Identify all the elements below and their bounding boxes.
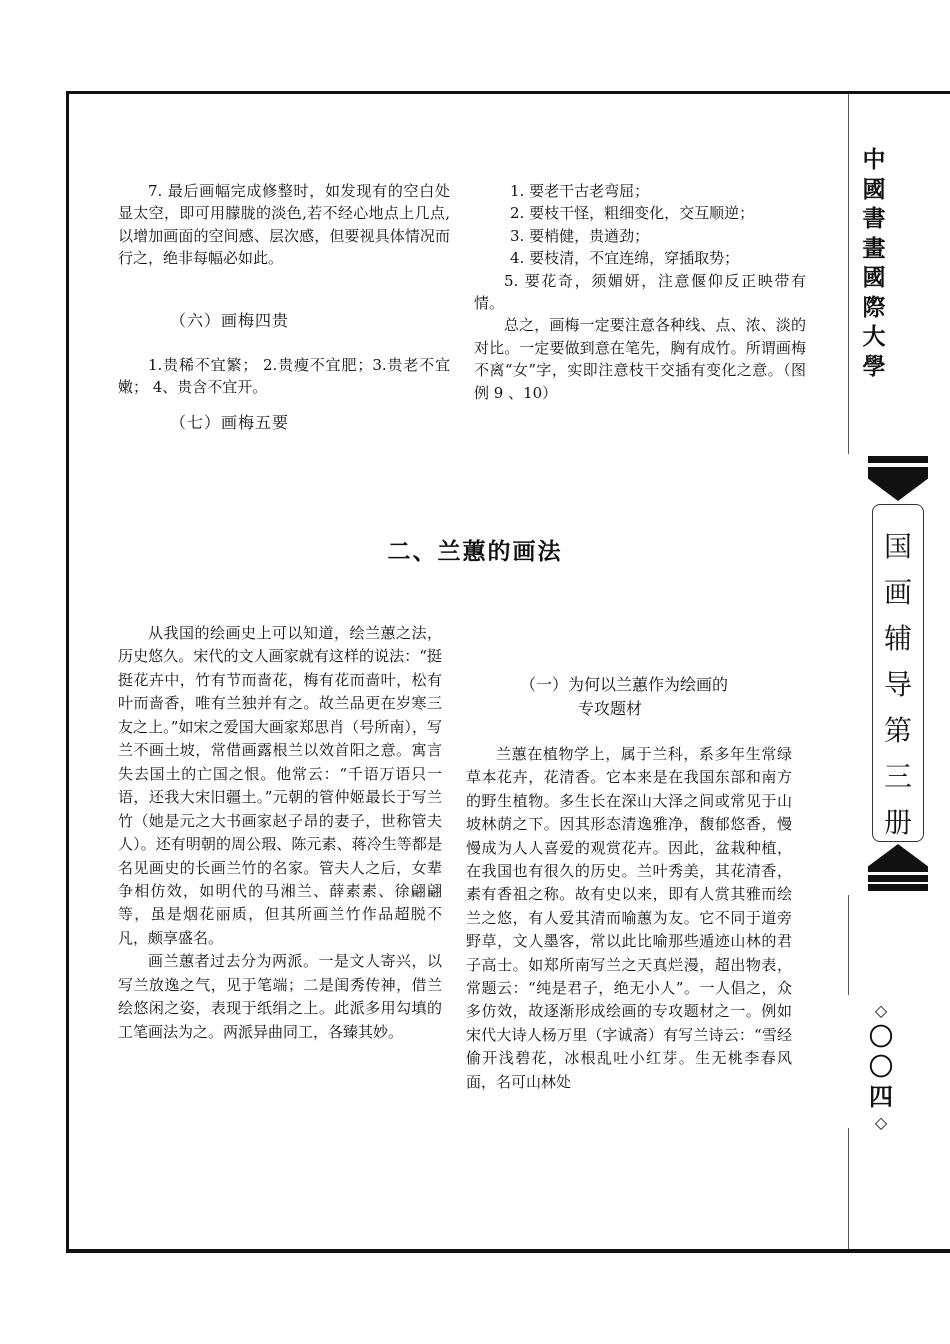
paragraph-finishing: 7. 最后画幅完成修整时，如发现有的空白处显太空，即可用朦胧的淡色,若不经心地点上几点,以增加画面的空间感、层次感，但要视具体情况而行之，绝非每幅必如此。 [118,182,450,268]
col2-essentials-list [474,180,806,404]
book-title-char: 导 [883,668,912,701]
book-title-char: 第 [883,714,912,747]
heading-plum-five-essentials: （七）画梅五要 [170,413,290,432]
paragraph-summary: 总之，画梅一定要注意各种线、点、浓、淡的对比。一定要做到意在笔先，胸有成竹。所谓画梅不离“女”字，实即注意枝干交插有变化之意。（图例 9 、10） [474,316,806,402]
book-title-vertical [868,524,928,846]
paragraph-four-virtues: 1.贵稀不宜繁； 2.贵瘦不宜肥；3.贵老不宜嫩； 4、贵含不宜开。 [118,356,450,397]
ornament-chevron [868,844,928,872]
paragraph-history: 从我国的绘画史上可以知道，绘兰蕙之法，历史悠久。宋代的文人画家就有这样的说法：“挺挺花卉中，竹有节而啬花，梅有花而啬叶，松有叶而啬香，唯有兰独并有之。故兰品更在岁寒三友之上。”如宋之爱国大画家郑思肖（号所南），写兰不画土坡，常借画露根兰以效首阳之意。寓言失去国土的亡国之恨。他常云：“千语万语只一语，还我大宋旧疆土。”元朝的管仲姬最长于写兰竹（她是元之大书画家赵子昂的妻子，世称管夫人）。还有明朝的周公瑕、陈元素、蒋冷生等都是名见画史的长画兰竹的名家。管夫人之后，女辈争相仿效，如明代的马湘兰、薛素素、徐翩翩等，虽是烟花丽质，但其所画兰竹作品超脱不凡，颇享盛名。 [118,624,442,947]
school-char: 國 [862,265,886,291]
frame-left-border [66,91,69,1253]
book-title-char: 辅 [883,622,912,655]
school-char: 際 [862,294,886,321]
side-divider-line [848,94,849,454]
book-title-char: 册 [883,806,912,839]
ornament-bar [868,884,928,891]
ornament-bar [868,456,928,463]
page-number [866,1000,896,1134]
school-char: 大 [862,324,886,350]
paragraph-two-schools: 画兰蕙者过去分为两派。一是文人寄兴，以写兰放逸之气，见于笔端；二是闺秀传神，借兰绘悠闲之姿，表现于纸绢之上。此派多用勾填的工笔画法为之。两派异曲同工，各臻其妙。 [118,952,442,1041]
side-divider-line [848,895,849,995]
school-name-vertical [858,146,890,382]
list-item: 4. 要枝清，不宜连绵，穿插取势； [510,249,740,268]
frame-top-border [66,91,950,94]
list-item: 5. 要花奇，须媚妍，注意偃仰反正映带有情。 [474,271,806,313]
paragraph-orchid-subject: 兰蕙在植物学上，属于兰科，系多年生常绿草本花卉，花清香。它本来是在我国东部和南方的野生植物。多生长在深山大泽之间或常见于山坡林荫之下。因其形态清逸雅净，馥郁悠香，慢慢成为人人喜爱的观赏花卉。因此，盆栽种植，在我国也有很久的历史。兰叶秀美，其花清香，素有香祖之称。故有史以来，即有人赏其雅而绘兰之悠，有人爱其清而喻蕙为友。它不同于道旁野草，文人墨客，常以此比喻那些遁迹山林的君子高士。如郑所南写兰之天真烂漫，超出物表，常题云：“纯是君子，绝无小人”。一人倡之，众多仿效，故逐渐形成绘画的专攻题材之一。例如宋代大诗人杨万里（字诚斋）有写兰诗云：“雪经偷开浅碧花，冰根乱吐小红芽。生无桃李春风面，名可山林处 [466,745,792,1091]
diamond-icon: ◇ [874,1001,888,1020]
school-char: 畫 [862,235,886,262]
page-number-char: 四 [869,1083,893,1111]
school-char: 中 [862,147,886,173]
section-title: 二、兰蕙的画法 [387,539,563,565]
page-number-char: 〇 [869,1023,893,1051]
side-divider-line [848,1128,849,1249]
ornament-bar [868,467,928,474]
col1-virtues [118,354,450,399]
col3-body [118,622,442,1044]
col1-paragraph [118,180,450,270]
subsection-title-line: （一）为何以兰蕙作为绘画的 [520,675,729,694]
frame-bottom-border [66,1249,950,1253]
diamond-icon: ◇ [874,1113,888,1132]
page-number-char: 〇 [869,1053,893,1081]
school-char: 國 [862,176,886,203]
list-item: 3. 要梢健，贵遒劲； [510,226,650,245]
book-title-char: 三 [883,760,912,793]
book-title-char: 国 [883,530,912,563]
heading-plum-four-virtues: （六）画梅四贵 [170,311,290,330]
list-item: 1. 要老干古老弯屈； [510,182,650,200]
ornament-bar [868,875,928,882]
list-item: 2. 要枝干怪，粗细变化，交互顺逆； [510,204,755,223]
school-char: 學 [862,353,886,380]
ornament-chevron [868,473,928,501]
subsection-title-line: 专攻题材 [578,699,643,718]
school-char: 書 [862,206,886,232]
col4-body [466,743,792,1094]
subsection-title [520,673,792,721]
book-title-char: 画 [883,576,912,609]
